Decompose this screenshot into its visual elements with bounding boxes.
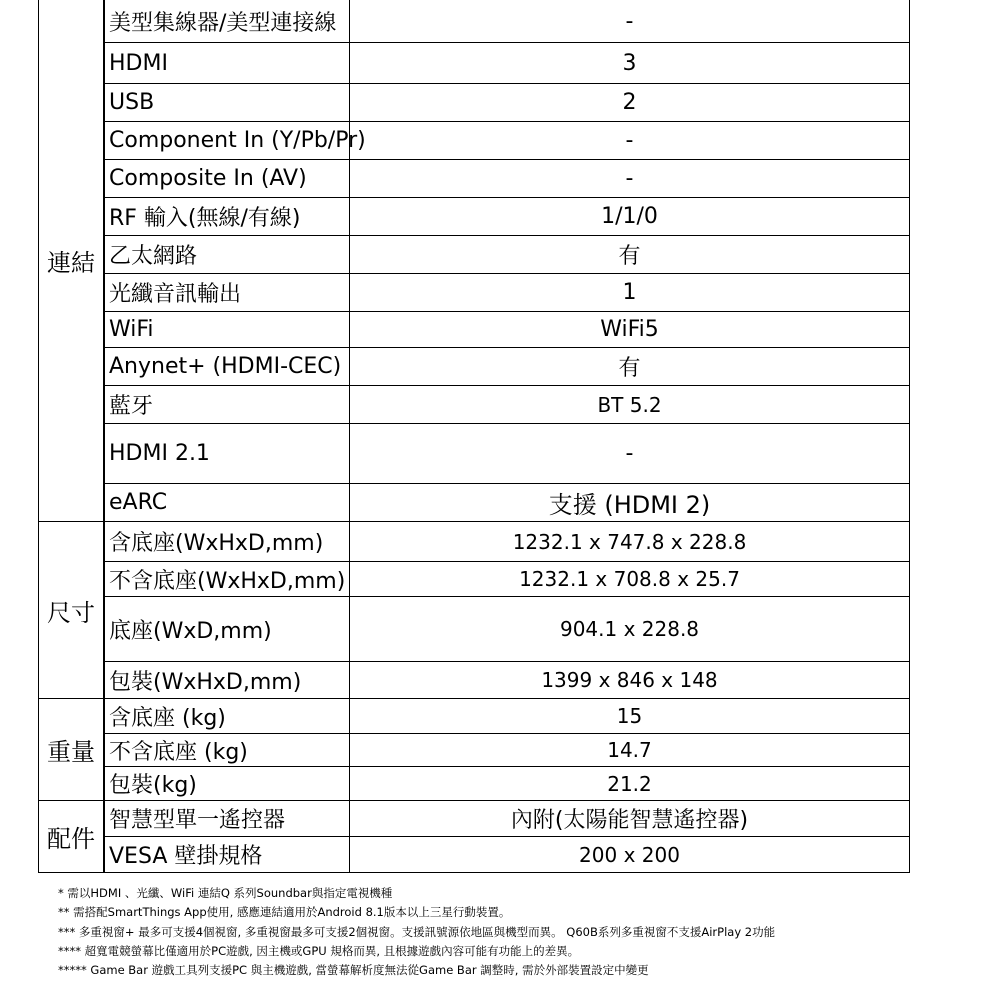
row-key: HDMI <box>104 43 350 83</box>
footnote: ** 需搭配SmartThings App使用, 感應連結適用於Android 8.1版本以上三星行動裝置。 <box>58 905 511 920</box>
row-key: 乙太網路 <box>104 236 350 273</box>
row-key: 光纖音訊輸出 <box>104 274 350 311</box>
row-key: WiFi <box>104 312 350 347</box>
table-row <box>104 198 910 236</box>
row-value: - <box>625 441 634 466</box>
category-accessory: 配件 <box>38 801 104 873</box>
row-value: 支援 (HDMI 2) <box>548 491 711 519</box>
table-row <box>104 699 910 734</box>
table-row <box>104 312 910 348</box>
row-key: USB <box>104 84 350 121</box>
footnote: * 需以HDMI 、光纖、WiFi 連結Q 系列Soundbar與指定電視機種 <box>58 886 393 900</box>
row-key: Anynet+ (HDMI-CEC) <box>104 348 350 385</box>
table-row <box>104 236 910 274</box>
table-row <box>104 662 910 699</box>
row-key: 藍牙 <box>104 386 350 423</box>
row-value: 有 <box>618 356 641 381</box>
table-row <box>104 837 910 873</box>
row-key: 包裝(kg) <box>104 767 350 800</box>
table-row <box>104 424 910 484</box>
table-row <box>104 274 910 312</box>
row-key: 含底座(WxHxD,mm) <box>104 522 350 561</box>
row-value: 1 <box>622 280 637 305</box>
row-value: 內附(太陽能智慧遙控器) <box>510 808 749 833</box>
row-key: Component In (Y/Pb/Pr) <box>104 122 350 159</box>
table-row <box>104 522 910 562</box>
row-key: 美型集線器/美型連接線 <box>104 0 350 42</box>
table-row <box>104 484 910 522</box>
row-key: HDMI 2.1 <box>104 424 350 483</box>
category-connect: 連結 <box>38 0 104 522</box>
table-row <box>104 0 910 43</box>
table-row <box>104 801 910 837</box>
table-row <box>104 84 910 122</box>
row-value: WiFi5 <box>600 317 659 342</box>
row-key: RF 輸入(無線/有線) <box>104 198 350 235</box>
row-key: Composite In (AV) <box>104 160 350 197</box>
row-value: 3 <box>622 50 637 76</box>
row-value: 1/1/0 <box>601 204 658 229</box>
row-value: - <box>625 8 634 34</box>
row-value: BT 5.2 <box>597 392 662 417</box>
row-key: 智慧型單一遙控器 <box>104 801 350 836</box>
footnote: **** 超寬電競螢幕比僅適用於PC遊戲, 因主機或GPU 規格而異, 且根據遊戲內容可能有功能上的差異。 <box>58 943 580 958</box>
row-value: 1232.1 x 747.8 x 228.8 <box>512 529 747 554</box>
spec-table <box>38 0 910 873</box>
footnote: ***** Game Bar 遊戲工具列支援PC 與主機遊戲, 當螢幕解析度無法從Game Bar 調整時, 需於外部裝置設定中變更 <box>58 963 649 978</box>
table-row <box>104 734 910 767</box>
table-row <box>104 160 910 198</box>
row-value: 15 <box>616 704 643 728</box>
table-row <box>104 562 910 597</box>
row-value: 14.7 <box>607 738 652 762</box>
row-key: VESA 壁掛規格 <box>104 837 350 872</box>
table-row <box>104 767 910 801</box>
footnote: *** 多重視窗+ 最多可支援4個視窗, 多重視窗最多可支援2個視窗。支援訊號源依地區與機型而異。 Q60B系列多重視窗不支援AirPlay 2功能 <box>58 924 776 939</box>
row-value: 有 <box>618 244 641 269</box>
row-key: eARC <box>104 484 350 521</box>
footnotes <box>58 884 988 980</box>
row-value: 21.2 <box>607 771 652 796</box>
table-row <box>104 386 910 424</box>
row-value: 200 x 200 <box>579 842 680 867</box>
table-row <box>104 43 910 84</box>
row-value: - <box>625 166 634 191</box>
row-value: 2 <box>622 90 637 115</box>
row-value: 1399 x 846 x 148 <box>541 668 718 692</box>
row-key: 含底座 (kg) <box>104 699 350 733</box>
row-key: 不含底座 (kg) <box>104 734 350 766</box>
table-row <box>104 122 910 160</box>
table-row <box>104 597 910 662</box>
row-value: - <box>625 128 634 153</box>
row-key: 底座(WxD,mm) <box>104 597 350 661</box>
row-key: 包裝(WxHxD,mm) <box>104 662 350 698</box>
row-value: 904.1 x 228.8 <box>559 617 700 641</box>
category-weight: 重量 <box>38 699 104 801</box>
table-row <box>104 348 910 386</box>
row-key: 不含底座(WxHxD,mm) <box>104 562 350 596</box>
row-value: 1232.1 x 708.8 x 25.7 <box>519 567 740 591</box>
category-size: 尺寸 <box>38 522 104 699</box>
